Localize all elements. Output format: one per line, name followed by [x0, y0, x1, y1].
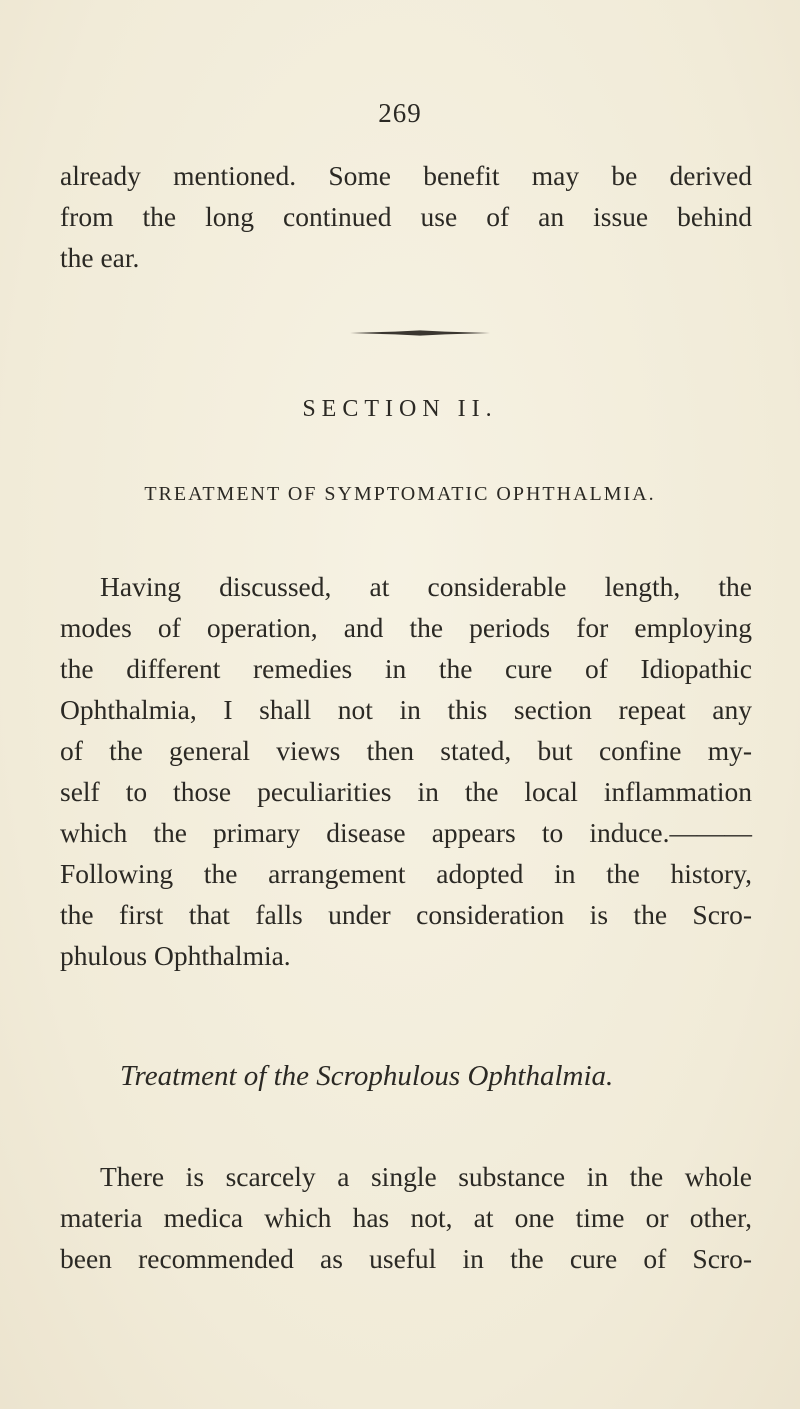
text-line: There is scarcely a single substance in the whole	[100, 1161, 752, 1192]
page-number: 269	[378, 98, 422, 128]
scrofulous-paragraph	[60, 1156, 752, 1279]
text-line: the first that falls under consideration is the Scro-	[60, 899, 752, 930]
subsection-heading: Treatment of the Scrophulous Ophthalmia.	[120, 1060, 614, 1092]
intro-paragraph	[60, 566, 752, 976]
text-line: the ear.	[60, 242, 140, 273]
text-line: which the primary disease appears to induce.———	[60, 817, 752, 848]
continuation-paragraph	[60, 155, 752, 278]
text-line: Having discussed, at considerable length, the	[100, 571, 752, 602]
text-line: Ophthalmia, I shall not in this section repeat any	[60, 694, 752, 725]
text-line: from the long continued use of an issue behind	[60, 201, 752, 232]
section-subtitle: TREATMENT OF SYMPTOMATIC OPHTHALMIA.	[144, 483, 656, 505]
text-line: phulous Ophthalmia.	[60, 940, 291, 971]
text-line: modes of operation, and the periods for employing	[60, 612, 752, 643]
text-line: been recommended as useful in the cure of Scro-	[60, 1243, 752, 1274]
text-line: already mentioned. Some benefit may be derived	[60, 160, 752, 191]
section-heading: SECTION II.	[302, 396, 498, 422]
text-line: Following the arrangement adopted in the history,	[60, 858, 752, 889]
ornamental-divider	[350, 330, 490, 336]
text-line: self to those peculiarities in the local inflammation	[60, 776, 752, 807]
text-line: the different remedies in the cure of Idiopathic	[60, 653, 752, 684]
text-line: materia medica which has not, at one time or other,	[60, 1202, 752, 1233]
text-line: of the general views then stated, but confine my-	[60, 735, 752, 766]
